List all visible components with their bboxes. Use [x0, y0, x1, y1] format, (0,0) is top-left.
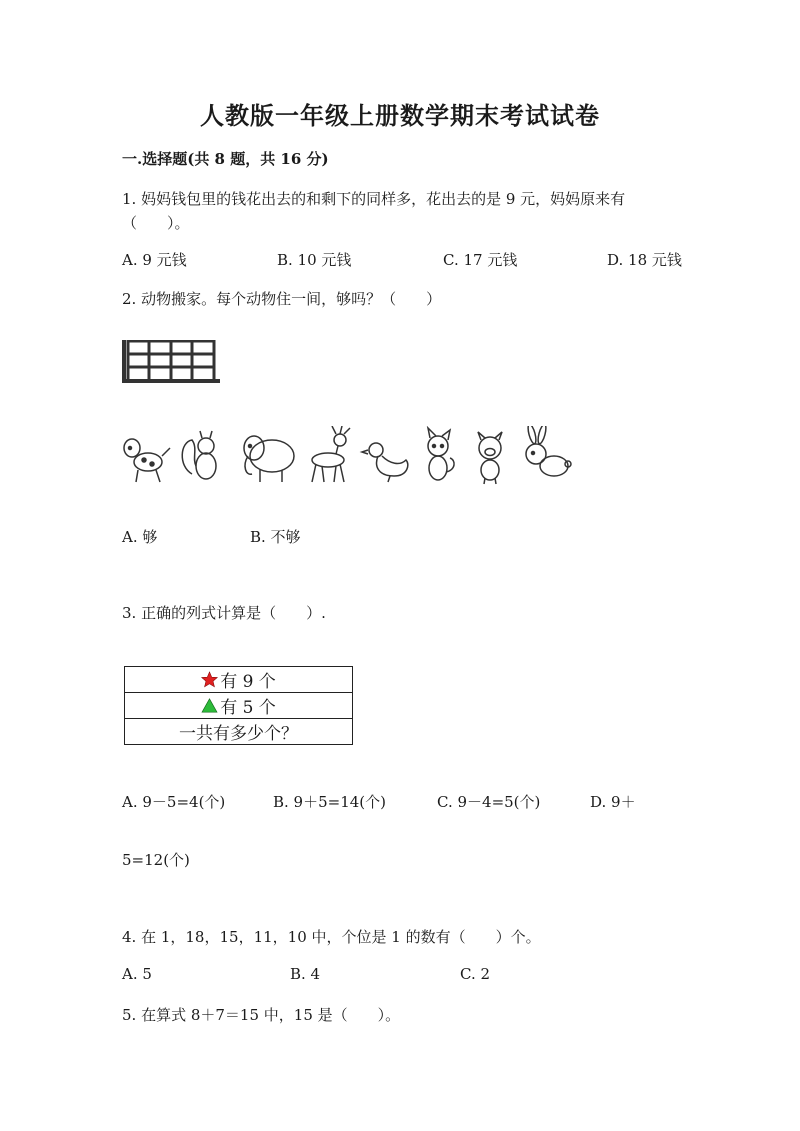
question-2-option-b: B. 不够	[250, 528, 301, 546]
question-4-option-c: C. 2	[460, 965, 491, 983]
question-3-text: 3. 正确的列式计算是（ ）.	[122, 604, 326, 622]
question-3-option-c: C. 9－4=5(个)	[437, 793, 541, 811]
question-4-option-b: B. 4	[290, 965, 321, 983]
question-3-option-d: D. 9＋	[590, 793, 636, 811]
page-title: 人教版一年级上册数学期末考试试卷	[200, 101, 600, 130]
question-1-line-2: （ ）。	[122, 214, 190, 232]
question-1-line-1: 1. 妈妈钱包里的钱花出去的和剩下的同样多，花出去的是 9 元，妈妈原来有	[122, 190, 626, 208]
question-2-text: 2. 动物搬家。每个动物住一间，够吗？（ ）	[122, 290, 442, 308]
star-icon	[201, 671, 218, 688]
squirrel-icon	[182, 431, 216, 479]
pig-icon	[478, 432, 502, 484]
section-heading: 一.选择题(共 8 题，共 16 分)	[122, 150, 329, 168]
question-1-option-c: C. 17 元钱	[443, 251, 518, 269]
question-cell: 一共有多少个？	[125, 719, 353, 745]
triangle-icon	[201, 698, 218, 713]
rabbit-icon	[526, 426, 571, 476]
elephant-icon	[244, 436, 294, 482]
shelf-illustration	[122, 340, 222, 384]
table-row	[125, 719, 353, 745]
cat-icon	[428, 428, 454, 480]
question-3-option-a: A. 9－5=4(个)	[122, 793, 226, 811]
question-3-option-d-wrap: 5=12(个)	[122, 851, 190, 869]
star-cell: 有 9 个	[125, 667, 353, 693]
question-1-option-d: D. 18 元钱	[607, 251, 682, 269]
question-3-option-b: B. 9＋5=14(个)	[273, 793, 387, 811]
question-2-option-a: A. 够	[122, 528, 158, 546]
question-4-text: 4. 在 1，18，15，11，10 中，个位是 1 的数有（ ）个。	[122, 928, 541, 946]
duck-icon	[362, 443, 408, 482]
question-5-text: 5. 在算式 8＋7＝15 中，15 是（ ）。	[122, 1006, 401, 1024]
deer-icon	[312, 426, 350, 482]
question-1-option-b: B. 10 元钱	[277, 251, 352, 269]
dog-icon	[124, 439, 170, 482]
question-4-option-a: A. 5	[122, 965, 152, 983]
animals-illustration	[120, 426, 580, 488]
question-3-table	[124, 666, 353, 745]
table-row	[125, 667, 353, 693]
table-row	[125, 693, 353, 719]
triangle-cell: 有 5 个	[125, 693, 353, 719]
question-1-option-a: A. 9 元钱	[122, 251, 187, 269]
